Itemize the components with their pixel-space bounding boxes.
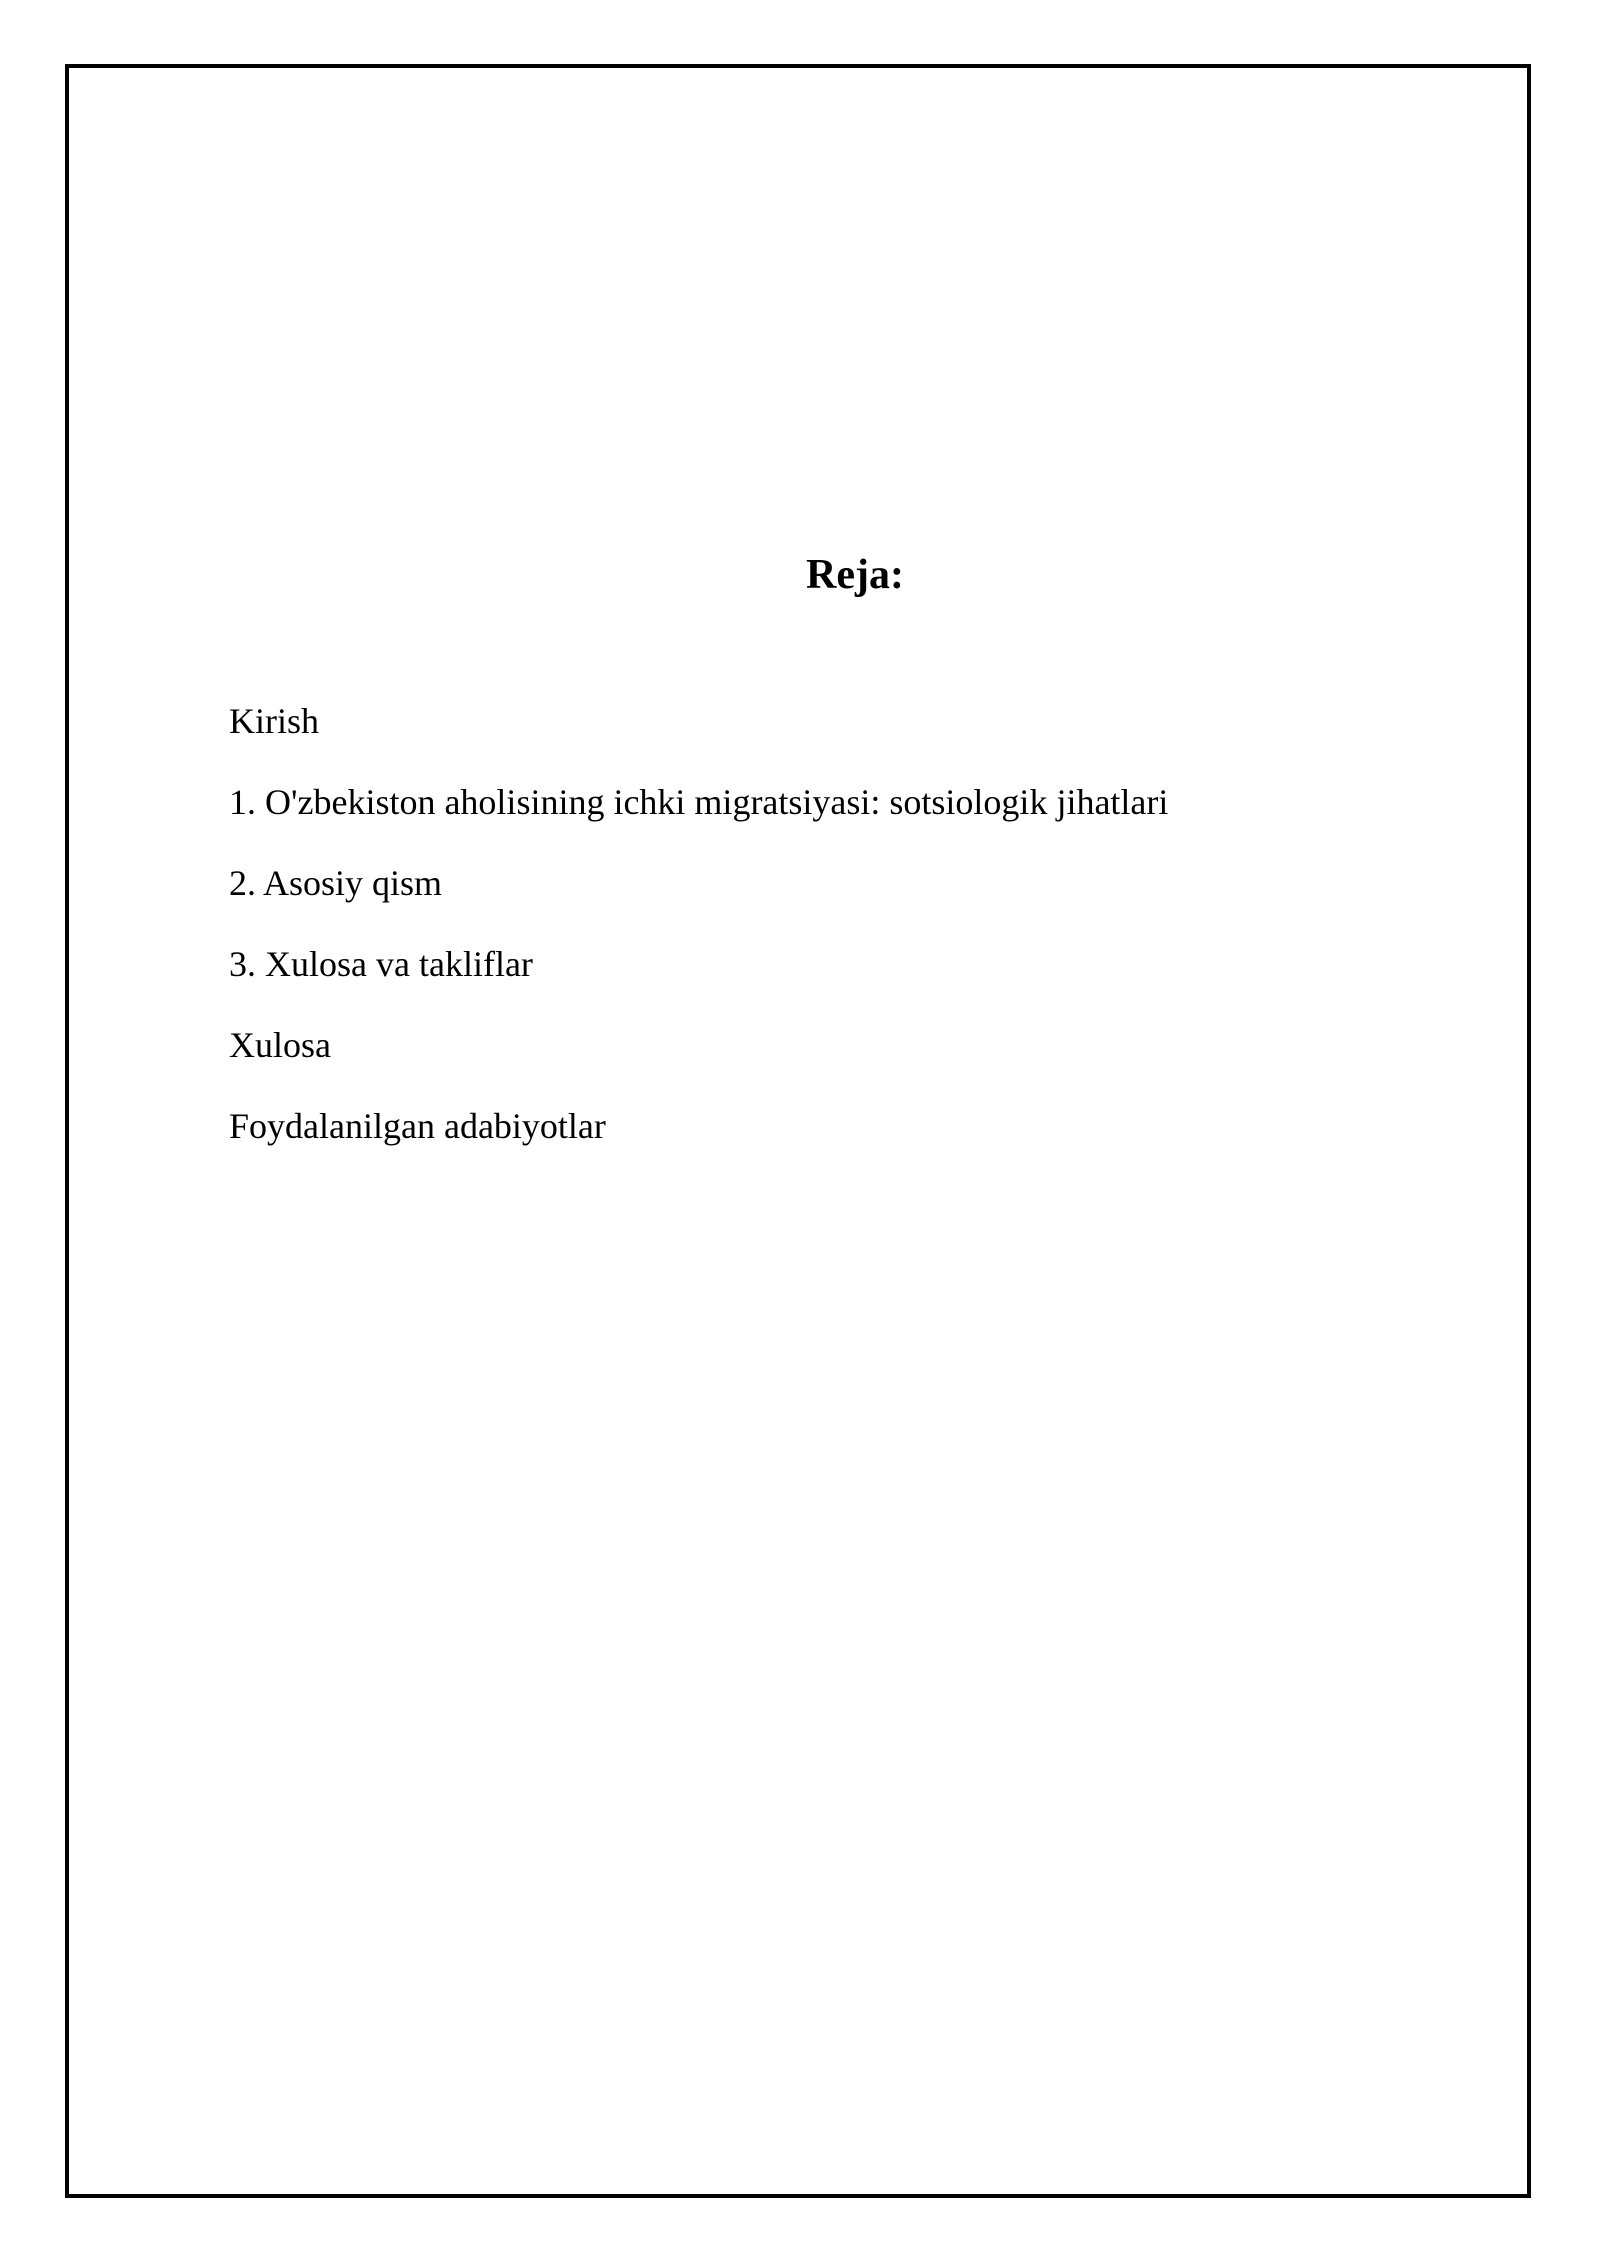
plan-item-section-1: 1. O'zbekiston aholisining ichki migratsiyasi: sotsiologik jihatlari [229,782,1169,822]
plan-item-section-3: 3. Xulosa va takliflar [229,944,533,984]
plan-item-introduction: Kirish [229,701,319,741]
plan-item-section-2: 2. Asosiy qism [229,863,443,903]
plan-list [229,700,1168,1186]
plan-item-conclusion: Xulosa [229,1025,331,1065]
plan-item-references: Foydalanilgan adabiyotlar [229,1106,606,1146]
page-title: Reja: [806,552,904,598]
